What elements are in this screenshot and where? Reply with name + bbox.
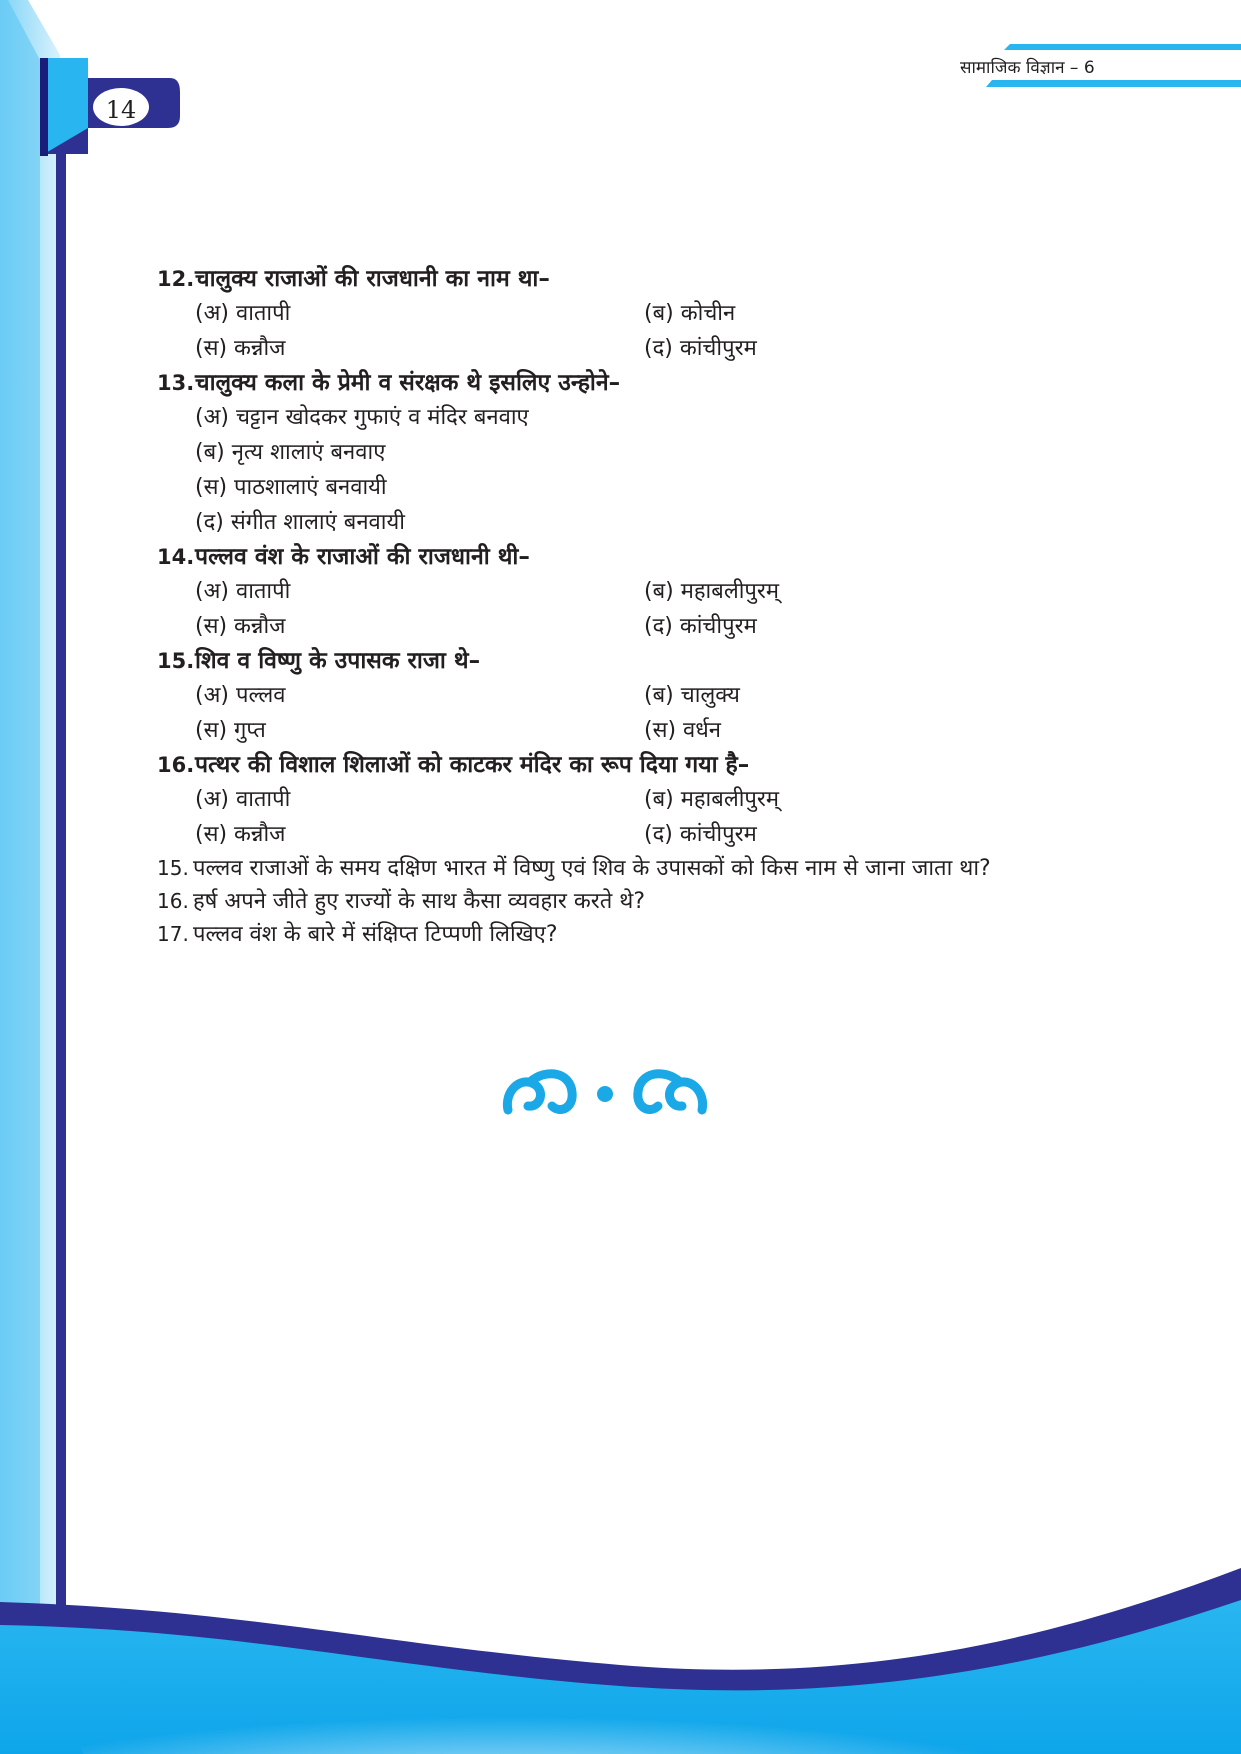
question-text: चालुक्य कला के प्रेमी व संरक्षक थे इसलिए उन्होने– — [195, 370, 621, 396]
left-side-strip — [0, 0, 66, 1620]
option-row — [157, 574, 1097, 609]
option: (द) कांचीपुरम — [644, 614, 757, 639]
option-row — [157, 817, 1097, 852]
option: (ब) महाबलीपुरम् — [644, 787, 780, 812]
mcq-question — [157, 262, 1097, 296]
option: (ब) महाबलीपुरम् — [644, 579, 780, 604]
question-number: 17. — [157, 922, 189, 946]
option: (स) वर्धन — [644, 718, 722, 743]
option: (अ) वातापी — [195, 301, 291, 326]
section-end-ornament-icon — [500, 1062, 710, 1122]
option-row — [157, 505, 1097, 540]
mcq-question — [157, 644, 1097, 678]
question-number: 13. — [157, 371, 195, 395]
option-row — [157, 470, 1097, 505]
question-number: 16. — [157, 889, 189, 913]
book-title: सामाजिक विज्ञान – 6 — [960, 58, 1095, 78]
short-question — [157, 918, 1097, 951]
question-number: 15. — [157, 856, 189, 880]
question-text: हर्ष अपने जीते हुए राज्यों के साथ कैसा व्यवहार करते थे? — [193, 889, 646, 914]
page-number: 14 — [105, 96, 137, 124]
option: (अ) वातापी — [195, 787, 291, 812]
option: (स) कन्नौज — [195, 822, 286, 847]
mcq-question — [157, 540, 1097, 574]
option-row — [157, 713, 1097, 748]
question-number: 16. — [157, 753, 195, 777]
bottom-wave — [0, 1568, 1241, 1754]
exercise-content — [157, 262, 1097, 951]
option-row — [157, 782, 1097, 817]
question-text: पल्लव वंश के बारे में संक्षिप्त टिप्पणी लिखिए? — [193, 922, 558, 947]
option: (अ) चट्टान खोदकर गुफाएं व मंदिर बनवाए — [195, 405, 529, 430]
mcq-question — [157, 748, 1097, 782]
option-row — [157, 296, 1097, 331]
question-text: पल्लव राजाओं के समय दक्षिण भारत में विष्णु एवं शिव के उपासकों को किस नाम से जाना जाता था? — [193, 856, 991, 881]
option: (स) गुप्त — [195, 718, 266, 743]
question-text: पल्लव वंश के राजाओं की राजधानी थी– — [195, 544, 530, 570]
mcq-question — [157, 366, 1097, 400]
option-row — [157, 435, 1097, 470]
option: (ब) नृत्य शालाएं बनवाए — [195, 440, 386, 465]
question-text: पत्थर की विशाल शिलाओं को काटकर मंदिर का रूप दिया गया है– — [195, 752, 750, 778]
short-question — [157, 885, 1097, 918]
question-number: 14. — [157, 545, 195, 569]
option: (अ) वातापी — [195, 579, 291, 604]
option: (अ) पल्लव — [195, 683, 286, 708]
option: (द) कांचीपुरम — [644, 336, 757, 361]
option: (ब) चालुक्य — [644, 683, 740, 708]
option-row — [157, 609, 1097, 644]
question-text: शिव व विष्णु के उपासक राजा थे– — [195, 648, 481, 674]
option-row — [157, 331, 1097, 366]
option: (द) संगीत शालाएं बनवायी — [195, 510, 405, 535]
question-text: चालुक्य राजाओं की राजधानी का नाम था– — [195, 266, 550, 292]
question-number: 12. — [157, 267, 195, 291]
option-row — [157, 678, 1097, 713]
question-number: 15. — [157, 649, 195, 673]
option: (स) पाठशालाएं बनवायी — [195, 475, 387, 500]
option: (स) कन्नौज — [195, 336, 286, 361]
short-question — [157, 852, 1097, 885]
option: (ब) कोचीन — [644, 301, 736, 326]
option: (स) कन्नौज — [195, 614, 286, 639]
option-row — [157, 400, 1097, 435]
option: (द) कांचीपुरम — [644, 822, 757, 847]
